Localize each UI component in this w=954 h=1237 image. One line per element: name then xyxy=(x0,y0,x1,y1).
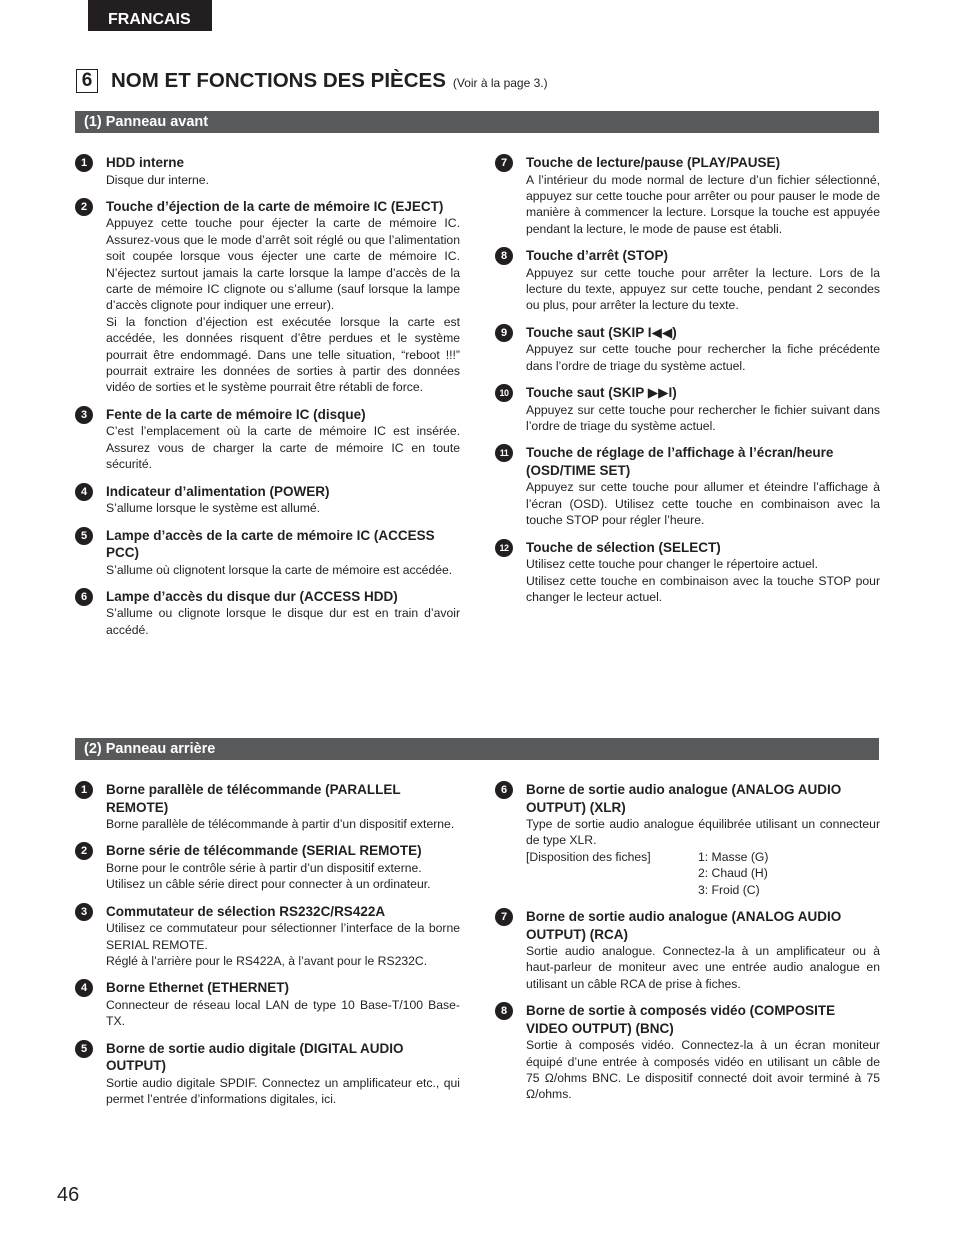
item-description: S’allume ou clignote lorsque le disque dur est en train d’avoir accédé. xyxy=(106,606,460,637)
list-item xyxy=(75,588,460,638)
item-title: Lampe d’accès de la carte de mémoire IC (ACCESS PCC) xyxy=(106,527,435,560)
item-number-badge: 8 xyxy=(495,1002,513,1020)
item-title: Borne de sortie à composés vidéo (COMPOSITE VIDEO OUTPUT) (BNC) xyxy=(526,1003,836,1036)
item-number-badge: 5 xyxy=(75,527,93,545)
item-number-badge: 12 xyxy=(495,539,513,557)
item-title: Touche d’arrêt (STOP) xyxy=(526,248,669,264)
item-number-badge: 8 xyxy=(495,247,513,265)
item-title: Touche saut (SKIP ▶▶I) xyxy=(526,385,677,401)
item-number-badge: 4 xyxy=(75,979,93,997)
item-title: Borne série de télécommande (SERIAL REMOTE) xyxy=(106,843,422,859)
section-number: 6 xyxy=(76,69,98,93)
item-description: S’allume lorsque le système est allumé. xyxy=(106,501,321,516)
list-item xyxy=(495,247,880,314)
page-number: 46 xyxy=(57,1184,80,1206)
list-item xyxy=(495,1002,880,1103)
item-description: Utilisez cette touche pour changer le répertoire actuel. xyxy=(526,557,818,572)
pin-layout xyxy=(526,849,880,898)
item-description: Borne pour le contrôle série à partir d’un dispositif externe. xyxy=(106,860,422,875)
pin-entry: 1: Masse (G) xyxy=(698,849,769,864)
item-number-badge: 7 xyxy=(495,908,513,926)
list-item xyxy=(75,903,460,970)
item-description: Sortie audio analogue. Connectez-la à un amplificateur ou à haut-parleur de moniteur avec une entrée audio analogue en utilisant un câble RCA de prise à fiches. xyxy=(526,944,880,991)
item-number-badge: 1 xyxy=(75,154,93,172)
item-number-badge: 6 xyxy=(75,588,93,606)
item-description: A l’intérieur du mode normal de lecture d’un fichier sélectionné, appuyez sur cette touche pour arrêter ou pour pauser le mode de manière à commencer la lecture. Lorsque la touche est appuyée pendant la lecture, le mode de pause est établi. xyxy=(526,172,880,236)
list-item xyxy=(75,527,460,578)
item-description: Si la fonction d’éjection est exécutée lorsque la carte est accédée, les données risquent d’être perdues et le système pourrait être endommagé. Dans une telle situation, “reboot !!!” pourrait extraire les données de sorties à partir des données vidéo de sorties et le système pourrait être rétabli de force. xyxy=(106,314,460,395)
item-title: Touche de lecture/pause (PLAY/PAUSE) xyxy=(526,155,781,170)
item-title: Borne de sortie audio digitale (DIGITAL AUDIO OUTPUT) xyxy=(106,1040,404,1074)
page-reference: (Voir à la page 3.) xyxy=(452,76,548,90)
item-description: Sortie audio digitale SPDIF. Connectez un amplificateur etc., qui permet l’entrée d’informations digitales, ici. xyxy=(106,1075,460,1107)
item-title: Borne de sortie audio analogue (ANALOG AUDIO OUTPUT) (RCA) xyxy=(526,909,842,942)
item-number-badge: 3 xyxy=(75,406,93,424)
item-number-badge: 5 xyxy=(75,1040,93,1058)
item-number-badge: 4 xyxy=(75,483,93,501)
list-item xyxy=(495,908,880,992)
item-number-badge: 7 xyxy=(495,154,513,172)
list-item xyxy=(75,781,460,832)
item-description: S’allume où clignotent lorsque la carte de mémoire est accédée. xyxy=(106,562,453,577)
item-number-badge: 11 xyxy=(495,444,513,462)
item-description: Appuyez sur cette touche pour allumer et éteindre l’affichage à l’écran (OSD). Utilisez cette touche en combinaison avec la touche STOP pour régler l’heure. xyxy=(526,480,880,528)
item-title: Commutateur de sélection RS232C/RS422A xyxy=(106,903,386,919)
front-panel-header: (1) Panneau avant xyxy=(75,111,879,133)
list-item xyxy=(495,324,880,374)
front-panel-left-column xyxy=(75,154,460,648)
list-item xyxy=(495,781,880,898)
item-number-badge: 2 xyxy=(75,198,93,216)
item-title: Touche d’éjection de la carte de mémoire IC (EJECT) xyxy=(106,198,444,214)
list-item xyxy=(75,483,460,517)
item-title: Indicateur d’alimentation (POWER) xyxy=(106,483,330,499)
item-title: Touche saut (SKIP I◀◀) xyxy=(526,324,677,340)
item-description: Appuyez sur cette touche pour rechercher la fiche précédente dans l’ordre de triage du système actuel. xyxy=(526,342,880,373)
item-title: Touche de sélection (SELECT) xyxy=(526,539,721,555)
pin-entry: 2: Chaud (H) xyxy=(698,866,768,881)
page-title: NOM ET FONCTIONS DES PIÈCES xyxy=(111,69,446,92)
rear-panel-right-column xyxy=(495,781,880,1113)
item-title: Borne Ethernet (ETHERNET) xyxy=(106,980,290,996)
item-description: Borne parallèle de télécommande à partir d’un dispositif externe. xyxy=(106,817,455,831)
list-item xyxy=(75,842,460,892)
list-item xyxy=(75,198,460,396)
item-description: Utilisez ce commutateur pour sélectionner l’interface de la borne SERIAL REMOTE. xyxy=(106,921,460,952)
item-number-badge: 1 xyxy=(75,781,93,799)
list-item xyxy=(495,384,880,434)
list-item xyxy=(75,406,460,473)
list-item xyxy=(75,154,460,188)
list-item xyxy=(495,539,880,606)
item-number-badge: 9 xyxy=(495,324,513,342)
pin-list xyxy=(698,849,768,898)
item-title: Lampe d’accès du disque dur (ACCESS HDD) xyxy=(106,588,398,604)
item-number-badge: 10 xyxy=(495,384,513,402)
item-number-badge: 3 xyxy=(75,903,93,921)
item-title: Borne parallèle de télécommande (PARALLEL REMOTE) xyxy=(106,782,401,815)
item-title: Fente de la carte de mémoire IC (disque) xyxy=(106,406,366,422)
item-description: Type de sortie audio analogue équilibrée utilisant un connecteur de type XLR. xyxy=(526,817,880,848)
pin-entry: 3: Froid (C) xyxy=(698,882,760,897)
item-description: Disque dur interne. xyxy=(106,172,209,187)
item-description: Appuyez sur cette touche pour arrêter la lecture. Lors de la lecture du texte, appuyez sur cette touche, pendant 2 secondes ou plus, pour arrêter la lecture du texte. xyxy=(526,265,880,313)
item-number-badge: 2 xyxy=(75,842,93,860)
item-title: HDD interne xyxy=(106,155,185,170)
item-number-badge: 6 xyxy=(495,781,513,799)
item-description: Appuyez sur cette touche pour rechercher le fichier suivant dans l’ordre de triage du système actuel. xyxy=(526,402,880,434)
item-description: Utilisez cette touche en combinaison avec la touche STOP pour changer le lecteur actuel. xyxy=(526,573,880,604)
item-description: Utilisez un câble série direct pour connecter à un ordinateur. xyxy=(106,877,431,892)
list-item xyxy=(495,154,880,237)
item-title: Borne de sortie audio analogue (ANALOG AUDIO OUTPUT) (XLR) xyxy=(526,782,842,815)
list-item xyxy=(495,444,880,528)
pin-layout-label: [Disposition des fiches] xyxy=(526,849,651,864)
rear-panel-left-column xyxy=(75,781,460,1118)
rear-panel-header: (2) Panneau arrière xyxy=(75,738,879,760)
language-tab: FRANCAIS xyxy=(88,0,212,31)
list-item xyxy=(75,979,460,1029)
item-description: Connecteur de réseau local LAN de type 10 Base-T/100 Base-TX. xyxy=(106,997,460,1029)
list-item xyxy=(75,1040,460,1108)
section-heading xyxy=(76,67,548,93)
item-description: Réglé à l’arrière pour le RS422A, à l’avant pour le RS232C. xyxy=(106,954,428,969)
item-title: Touche de réglage de l’affichage à l’écran/heure (OSD/TIME SET) xyxy=(526,445,834,478)
item-description: C’est l’emplacement où la carte de mémoire IC est insérée. Assurez vous de charger la carte de mémoire IC en toute sécurité. xyxy=(106,424,460,472)
item-description: Appuyez cette touche pour éjecter la carte de mémoire IC. Assurez-vous que le mode d’arrêt soit réglé ou que l’alimentation soit coupée lorsque vous éjecter une carte de mémoire IC. N’éjectez surtout jamais la carte lorsque la lampe d’accès de la carte de mémoire IC clignote ou s’allume (sauf lorsque la lampe d’accès clignote pour indiquer une erreur). xyxy=(106,216,460,313)
item-description: Sortie à composés vidéo. Connectez-la à un écran moniteur équipé d’une entrée à composés vidéo en utilisant un câble de 75 Ω/ohms BNC. Le dispositif connecté doit avoir terminé à 75 Ω/ohms. xyxy=(526,1038,880,1102)
front-panel-right-column xyxy=(495,154,880,615)
